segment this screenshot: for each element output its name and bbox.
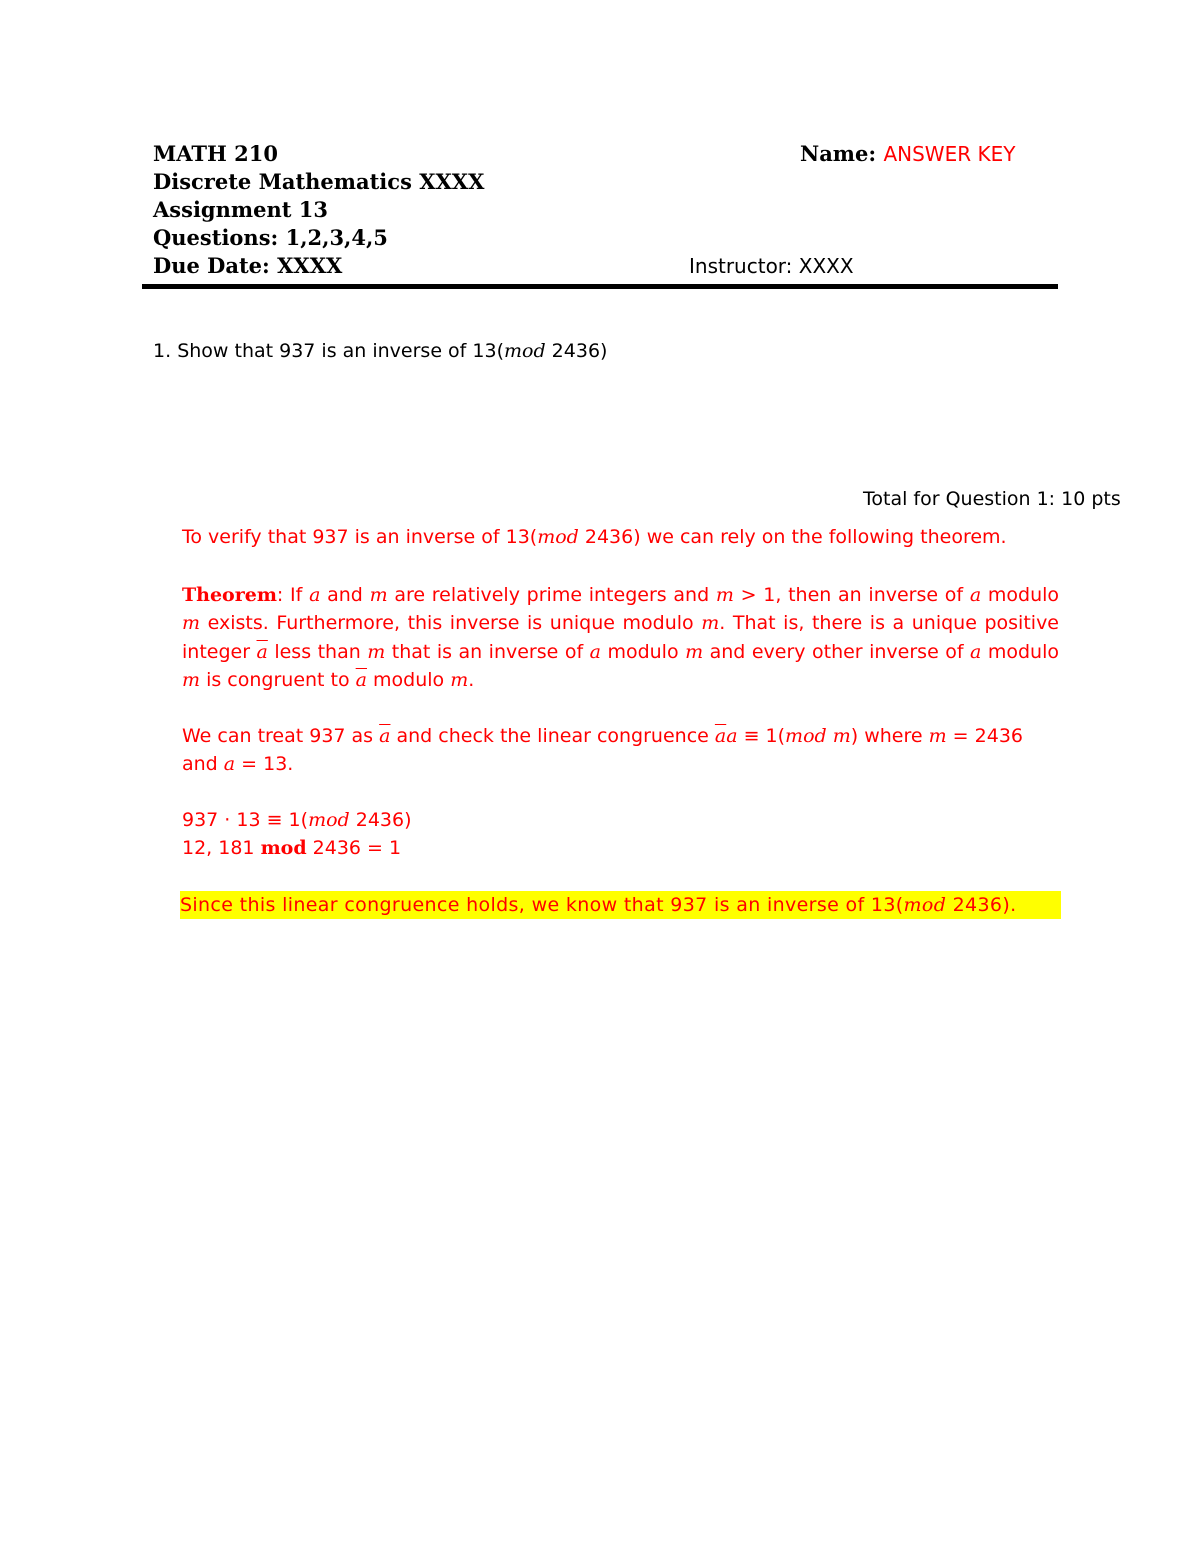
- questions-label: Questions:: [153, 225, 279, 250]
- conclusion: [180, 891, 1060, 919]
- questions-line: [153, 224, 388, 252]
- conclusion-highlight: Since this linear congruence holds, we know that 937 is an inverse of 13(mod 2436).: [180, 891, 1061, 919]
- due-date-line: [153, 252, 342, 280]
- theorem-label: Theorem: [182, 584, 277, 606]
- header-rule: [142, 284, 1058, 289]
- course-title: Discrete Mathematics XXXX: [153, 169, 485, 194]
- answer-intro: To verify that 937 is an inverse of 13(mod 2436) we can rely on the following theorem.: [182, 526, 1007, 548]
- treat-paragraph: We can treat 937 as $\overline{a}$ and check the linear congruence $\overline{a}a \equiv 1(mod$ m) where m = 2436 and a = 13.: [182, 725, 1023, 776]
- instructor-line: Instructor: XXXX: [689, 254, 854, 278]
- theorem-paragraph: Theorem: If a and m are relatively prime integers and m > 1, then an inverse of a modulo m exists. Furthermore, this inverse is unique modulo m. That is, there is a unique positive integer $\overline{a}$ less than m that is an inverse of a modulo m and every other inverse of a modulo m is congruent to $\overline{a}$ modulo m.: [182, 584, 1060, 691]
- question-1-total: Total for Question 1: 10 pts: [863, 488, 1121, 510]
- name-label: Name:: [800, 141, 877, 166]
- name-line: [800, 140, 1015, 168]
- due-value: XXXX: [277, 253, 343, 278]
- computation-line-2: 12, 181 mod 2436 = 1: [182, 837, 402, 859]
- name-value: ANSWER KEY: [883, 142, 1016, 166]
- course-code: MATH 210: [153, 141, 279, 166]
- question-number: 1.: [153, 340, 172, 362]
- due-label: Due Date:: [153, 253, 270, 278]
- assignment-title: Assignment 13: [153, 197, 328, 222]
- computation-line-1: 937 · 13 ≡ 1(mod 2436): [182, 809, 412, 831]
- question-prompt: Show that 937 is an inverse of 13(mod 2436): [177, 340, 608, 362]
- question-1: [153, 337, 607, 365]
- questions-value: 1,2,3,4,5: [285, 225, 388, 250]
